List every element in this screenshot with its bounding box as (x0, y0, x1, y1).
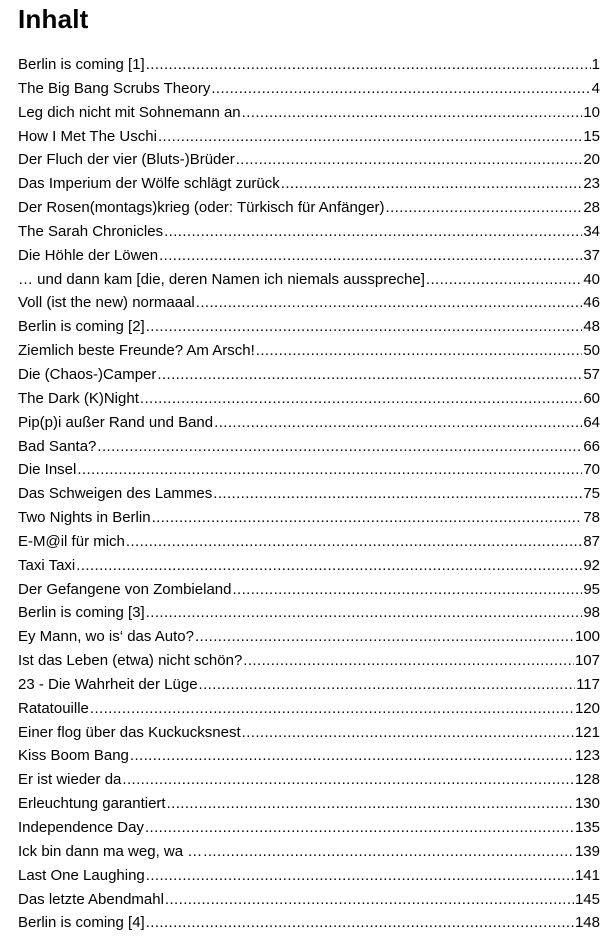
toc-entry[interactable] (18, 435, 600, 459)
toc-entry-title: Das Imperium der Wölfe schlägt zurück (18, 175, 280, 193)
dot-leader (157, 363, 582, 387)
toc-entry-title: Independence Day (18, 819, 144, 836)
dot-leader (165, 888, 574, 912)
toc-entry[interactable] (18, 53, 600, 77)
toc-entry-title: The Sarah Chronicles (18, 222, 164, 240)
dot-leader (97, 435, 582, 459)
toc-heading: Inhalt (18, 4, 89, 34)
toc-entry-page: 40 (583, 270, 600, 288)
dot-leader (152, 506, 583, 530)
toc-entry[interactable] (18, 911, 600, 935)
toc-entry[interactable] (18, 77, 600, 101)
toc-entry-page: 37 (583, 246, 600, 264)
toc-entry-page: 92 (583, 556, 600, 574)
toc-entry-title: Der Fluch der vier (Bluts-)Brüder (18, 151, 235, 169)
toc-entry-title: Two Nights in Berlin (18, 509, 151, 527)
toc-entry[interactable] (18, 768, 600, 792)
toc-entry-page: 145 (574, 890, 600, 908)
toc-entry-page: 1 (591, 56, 600, 73)
dot-leader (145, 816, 574, 840)
toc-entry-page: 120 (574, 699, 600, 717)
dot-leader (146, 864, 574, 888)
toc-entry-page: 141 (574, 866, 600, 884)
toc-entry-page: 87 (583, 532, 600, 550)
toc-entry-title: Der Rosen(montags)krieg (oder: Türkisch für Anfänger) (18, 199, 385, 217)
toc-entry[interactable] (18, 315, 600, 339)
toc-entry[interactable] (18, 721, 600, 745)
toc-entry-title: Der Gefangene von Zombieland (18, 580, 232, 598)
toc-entry[interactable] (18, 888, 600, 912)
toc-entry-title: The Dark (K)Night (18, 389, 139, 407)
toc-entry-title: Ist das Leben (etwa) nicht schön? (18, 652, 243, 670)
toc-entry-page: 50 (583, 342, 600, 360)
toc-entry-title: Pip(p)i außer Rand und Band (18, 413, 214, 431)
toc-entry[interactable] (18, 363, 600, 387)
dot-leader (158, 125, 582, 149)
toc-entry-page: 70 (583, 461, 600, 479)
toc-entry-page: 48 (583, 318, 600, 336)
toc-entry[interactable] (18, 816, 600, 840)
dot-leader (232, 578, 582, 602)
toc-entry[interactable] (18, 673, 600, 697)
toc-entry-title: Berlin is coming [4] (18, 914, 145, 932)
dot-leader (126, 530, 582, 554)
toc-entry[interactable] (18, 625, 600, 649)
toc-entry-title: Berlin is coming [1] (18, 56, 145, 73)
dot-leader (386, 196, 583, 220)
toc-entry-title: Ey Mann, wo is‘ das Auto? (18, 628, 194, 646)
toc-entry-page: 107 (574, 652, 600, 670)
toc-entry-title: Die (Chaos-)Camper (18, 365, 157, 383)
toc-entry-title: How I Met The Uschi (18, 127, 157, 145)
dot-leader (213, 482, 582, 506)
toc-entry[interactable] (18, 578, 600, 602)
toc-entry-page: 20 (583, 151, 600, 169)
dot-leader (214, 411, 582, 435)
toc-entry[interactable] (18, 172, 600, 196)
toc-entry[interactable] (18, 411, 600, 435)
toc-entry-title: Ick bin dann ma weg, wa … (18, 842, 203, 860)
toc-entry-title: Bad Santa? (18, 437, 97, 455)
dot-leader (196, 291, 583, 315)
toc-entry-page: 28 (583, 199, 600, 217)
toc-entry-title: Voll (ist the new) normaaal (18, 294, 195, 312)
dot-leader (195, 625, 574, 649)
dot-leader (164, 220, 582, 244)
toc-entry[interactable] (18, 482, 600, 506)
toc-entry-title: Das Schweigen des Lammes (18, 485, 213, 503)
dot-leader (256, 339, 583, 363)
toc-entry-page: 10 (583, 103, 600, 121)
toc-entry[interactable] (18, 506, 600, 530)
toc-entry[interactable] (18, 744, 600, 768)
dot-leader (76, 554, 582, 578)
toc-entry-page: 46 (583, 294, 600, 312)
toc-entry[interactable] (18, 125, 600, 149)
toc-entry-page: 78 (583, 509, 600, 527)
toc-entry-page: 123 (574, 747, 600, 765)
dot-leader (122, 768, 574, 792)
toc-entry[interactable] (18, 196, 600, 220)
toc-entry-title: Einer flog über das Kuckucksnest (18, 723, 241, 741)
toc-entry-page: 4 (591, 79, 600, 97)
toc-entry-page: 100 (574, 628, 600, 646)
toc-entry[interactable] (18, 649, 600, 673)
toc-entry-page: 130 (574, 795, 600, 813)
dot-leader (203, 840, 574, 864)
toc-entry-page: 75 (583, 485, 600, 503)
toc-entry-title: Kiss Boom Bang (18, 747, 129, 765)
toc-entry-title: Ratatouille (18, 699, 89, 717)
toc-entry[interactable] (18, 864, 600, 888)
toc-entry[interactable] (18, 268, 600, 292)
toc-entry-page: 117 (576, 675, 600, 693)
toc-entry-page: 66 (583, 437, 600, 455)
dot-leader (242, 101, 583, 125)
toc-entry-page: 57 (583, 365, 600, 383)
toc-entry-page: 34 (583, 222, 600, 240)
toc-entry[interactable] (18, 530, 600, 554)
dot-leader (242, 721, 574, 745)
toc-entry-title: The Big Bang Scrubs Theory (18, 79, 211, 97)
toc-entry-page: 121 (574, 723, 600, 741)
toc-entry-page: 60 (583, 389, 600, 407)
dot-leader (146, 601, 583, 625)
toc-entry[interactable] (18, 458, 600, 482)
toc-entry[interactable] (18, 554, 600, 578)
toc-entry[interactable] (18, 148, 600, 172)
toc-entry-page: 135 (574, 819, 600, 836)
toc-entry-title: E-M@il für mich (18, 532, 125, 550)
toc-entry-title: Leg dich nicht mit Sohnemann an (18, 103, 241, 121)
dot-leader (77, 458, 582, 482)
toc-entry[interactable] (18, 101, 600, 125)
toc-entry-title: 23 - Die Wahrheit der Lüge (18, 675, 198, 693)
toc-entry-title: … und dann kam [die, deren Namen ich niemals ausspreche] (18, 270, 425, 288)
toc-entry-page: 139 (574, 842, 600, 860)
dot-leader (146, 911, 574, 935)
toc-entry-title: Last One Laughing (18, 866, 145, 884)
toc-entry-title: Er ist wieder da (18, 771, 122, 789)
dot-leader (159, 244, 582, 268)
dot-leader (146, 315, 583, 339)
toc-entry-title: Taxi Taxi (18, 556, 76, 574)
toc-entry-title: Ziemlich beste Freunde? Am Arsch! (18, 342, 255, 360)
toc-entry[interactable] (18, 244, 600, 268)
dot-leader (167, 792, 574, 816)
dot-leader (90, 697, 574, 721)
toc-entry[interactable] (18, 291, 600, 315)
dot-leader (211, 77, 590, 101)
dot-leader (236, 148, 583, 172)
toc-entry[interactable] (18, 840, 600, 864)
dot-leader (281, 172, 583, 196)
table-of-contents (18, 53, 600, 935)
toc-entry-title: Die Höhle der Löwen (18, 246, 159, 264)
toc-entry[interactable] (18, 792, 600, 816)
toc-entry[interactable] (18, 339, 600, 363)
toc-entry-title: Die Insel (18, 461, 77, 479)
dot-leader (130, 744, 574, 768)
toc-entry-page: 64 (583, 413, 600, 431)
toc-entry-title: Das letzte Abendmahl (18, 890, 164, 908)
toc-entry-title: Berlin is coming [2] (18, 318, 145, 336)
dot-leader (243, 649, 574, 673)
dot-leader (199, 673, 576, 697)
dot-leader (426, 268, 582, 292)
dot-leader (146, 53, 591, 77)
toc-entry-page: 148 (574, 914, 600, 932)
toc-entry-title: Erleuchtung garantiert (18, 795, 166, 813)
toc-entry-page: 23 (583, 175, 600, 193)
toc-entry[interactable] (18, 220, 600, 244)
toc-entry-title: Berlin is coming [3] (18, 604, 145, 622)
toc-entry-page: 98 (583, 604, 600, 622)
toc-entry-page: 128 (574, 771, 600, 789)
toc-entry-page: 15 (583, 127, 600, 145)
toc-entry-page: 95 (583, 580, 600, 598)
toc-entry[interactable] (18, 697, 600, 721)
dot-leader (140, 387, 582, 411)
toc-entry[interactable] (18, 387, 600, 411)
toc-entry[interactable] (18, 601, 600, 625)
